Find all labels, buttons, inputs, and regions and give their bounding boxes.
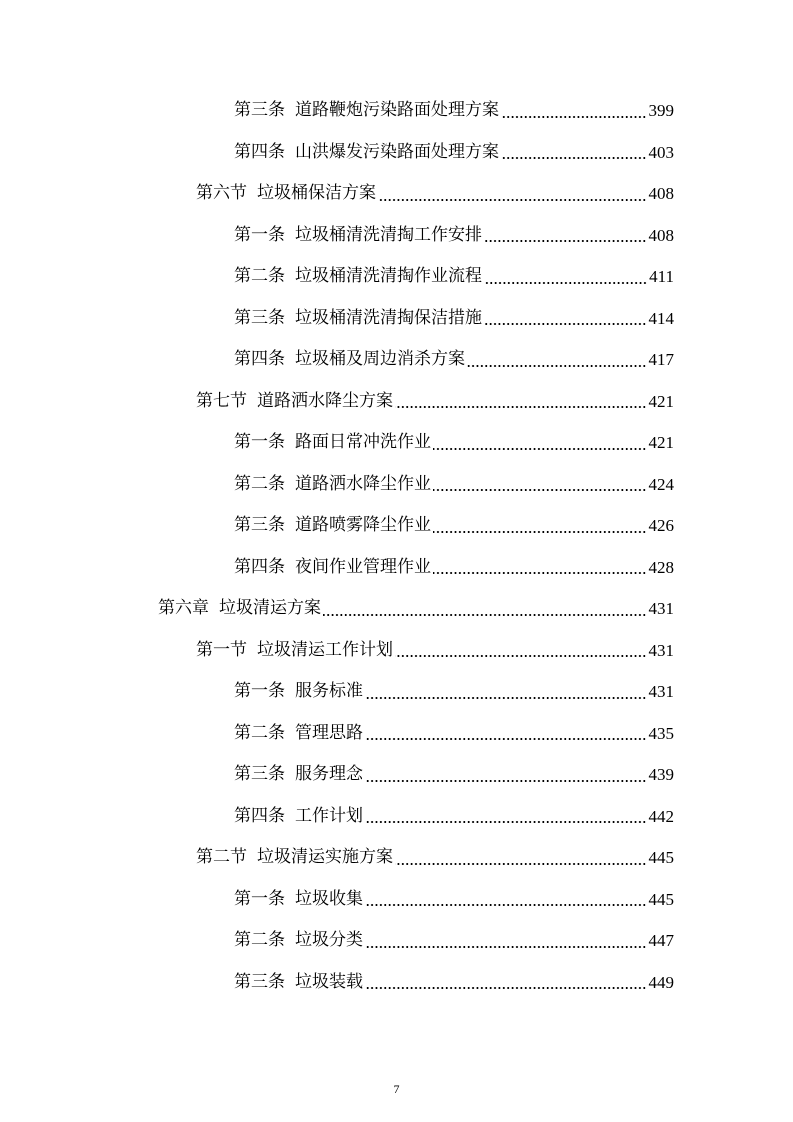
toc-entry-page: 445 [648, 848, 674, 868]
toc-dot-leader [395, 406, 647, 408]
toc-entry-page: 449 [648, 972, 674, 992]
toc-entry-level-3[interactable] [0, 464, 793, 506]
toc-entry-number: 第七节 [196, 390, 247, 411]
toc-entry-number: 第一节 [196, 639, 247, 660]
toc-dot-leader [323, 614, 647, 616]
toc-entry-level-3[interactable] [0, 339, 793, 381]
toc-entry-page: 421 [648, 433, 674, 453]
toc-entry-level-3[interactable] [0, 962, 793, 1004]
toc-entry-level-3[interactable] [0, 256, 793, 298]
toc-entry-title: 道路鞭炮污染路面处理方案 [295, 100, 499, 121]
toc-entry-number: 第三条 [234, 515, 285, 536]
toc-entry-level-3[interactable] [0, 132, 793, 174]
toc-entry-number: 第六章 [158, 598, 209, 619]
toc-entry-number: 第三条 [234, 307, 285, 328]
toc-entry-number: 第四条 [234, 141, 285, 162]
toc-dot-leader [433, 489, 647, 491]
toc-dot-leader [501, 116, 647, 118]
toc-entry-title: 垃圾清运工作计划 [257, 639, 393, 660]
toc-entry-title: 垃圾分类 [295, 930, 363, 951]
toc-entry-number: 第一条 [234, 224, 285, 245]
toc-dot-leader [365, 946, 647, 948]
toc-entry-level-3[interactable] [0, 796, 793, 838]
toc-entry-number: 第六节 [196, 183, 247, 204]
toc-dot-leader [501, 157, 647, 159]
toc-entry-title: 垃圾清运实施方案 [257, 847, 393, 868]
toc-entry-level-3[interactable] [0, 671, 793, 713]
toc-dot-leader [395, 863, 647, 865]
toc-entry-title: 垃圾装载 [295, 971, 363, 992]
toc-entry-level-3[interactable] [0, 215, 793, 257]
toc-entry-page: 414 [648, 308, 674, 328]
toc-entry-number: 第三条 [234, 100, 285, 121]
toc-entry-level-3[interactable] [0, 422, 793, 464]
toc-entry-level-3[interactable] [0, 298, 793, 340]
toc-dot-leader [365, 821, 647, 823]
toc-entry-page: 428 [648, 557, 674, 577]
toc-entry-title: 垃圾桶清洗清掏保洁措施 [295, 307, 482, 328]
toc-entry-level-3[interactable] [0, 879, 793, 921]
toc-entry-page: 399 [648, 101, 674, 121]
toc-entry-page: 431 [648, 599, 674, 619]
table-of-contents [0, 90, 793, 1003]
toc-entry-level-2[interactable] [0, 173, 793, 215]
toc-entry-title: 垃圾桶清洗清掏工作安排 [295, 224, 482, 245]
toc-entry-page: 408 [648, 225, 674, 245]
toc-entry-number: 第三条 [234, 764, 285, 785]
toc-dot-leader [378, 199, 647, 201]
toc-entry-number: 第二条 [234, 473, 285, 494]
toc-entry-page: 408 [648, 184, 674, 204]
toc-entry-page: 424 [648, 474, 674, 494]
toc-entry-page: 435 [648, 723, 674, 743]
toc-entry-page: 431 [648, 640, 674, 660]
toc-entry-number: 第四条 [234, 349, 285, 370]
toc-dot-leader [365, 697, 647, 699]
toc-entry-title: 夜间作业管理作业 [295, 556, 431, 577]
toc-dot-leader [365, 780, 647, 782]
toc-entry-level-2[interactable] [0, 837, 793, 879]
toc-entry-number: 第三条 [234, 971, 285, 992]
toc-dot-leader [395, 655, 647, 657]
toc-entry-level-2[interactable] [0, 630, 793, 672]
toc-entry-page: 421 [648, 391, 674, 411]
toc-dot-leader [433, 531, 647, 533]
toc-dot-leader [484, 323, 647, 325]
toc-dot-leader [365, 987, 647, 989]
toc-entry-page: 439 [648, 765, 674, 785]
toc-dot-leader [484, 282, 647, 284]
toc-dot-leader [433, 572, 647, 574]
toc-entry-title: 道路洒水降尘方案 [257, 390, 393, 411]
toc-entry-title: 服务理念 [295, 764, 363, 785]
toc-entry-number: 第二条 [234, 930, 285, 951]
toc-entry-level-1[interactable] [0, 588, 793, 630]
toc-entry-level-3[interactable] [0, 547, 793, 589]
toc-dot-leader [365, 738, 647, 740]
toc-dot-leader [365, 904, 647, 906]
toc-entry-title: 山洪爆发污染路面处理方案 [295, 141, 499, 162]
toc-entry-title: 工作计划 [295, 805, 363, 826]
toc-entry-number: 第二节 [196, 847, 247, 868]
toc-entry-number: 第四条 [234, 556, 285, 577]
toc-dot-leader [484, 240, 647, 242]
toc-entry-number: 第一条 [234, 681, 285, 702]
toc-entry-level-3[interactable] [0, 90, 793, 132]
toc-entry-page: 447 [648, 931, 674, 951]
toc-entry-title: 垃圾桶清洗清掏作业流程 [295, 266, 482, 287]
toc-entry-title: 路面日常冲洗作业 [295, 432, 431, 453]
toc-entry-title: 垃圾桶及周边消杀方案 [295, 349, 465, 370]
toc-entry-title: 垃圾桶保洁方案 [257, 183, 376, 204]
toc-entry-number: 第四条 [234, 805, 285, 826]
toc-entry-title: 道路喷雾降尘作业 [295, 515, 431, 536]
toc-entry-page: 431 [648, 682, 674, 702]
toc-entry-title: 垃圾清运方案 [219, 598, 321, 619]
toc-entry-title: 道路洒水降尘作业 [295, 473, 431, 494]
toc-entry-level-3[interactable] [0, 754, 793, 796]
toc-entry-title: 垃圾收集 [295, 888, 363, 909]
toc-entry-page: 403 [648, 142, 674, 162]
toc-entry-level-3[interactable] [0, 920, 793, 962]
toc-entry-number: 第一条 [234, 888, 285, 909]
toc-entry-page: 426 [648, 516, 674, 536]
toc-entry-page: 411 [649, 267, 674, 287]
toc-entry-title: 服务标准 [295, 681, 363, 702]
toc-entry-number: 第二条 [234, 266, 285, 287]
toc-entry-page: 445 [648, 889, 674, 909]
toc-entry-number: 第二条 [234, 722, 285, 743]
toc-entry-title: 管理思路 [295, 722, 363, 743]
page-number: 7 [393, 1082, 400, 1096]
toc-entry-number: 第一条 [234, 432, 285, 453]
toc-entry-level-3[interactable] [0, 505, 793, 547]
toc-entry-page: 442 [648, 806, 674, 826]
toc-dot-leader [433, 448, 647, 450]
toc-entry-level-3[interactable] [0, 713, 793, 755]
toc-entry-page: 417 [648, 350, 674, 370]
toc-entry-level-2[interactable] [0, 381, 793, 423]
toc-dot-leader [467, 365, 647, 367]
